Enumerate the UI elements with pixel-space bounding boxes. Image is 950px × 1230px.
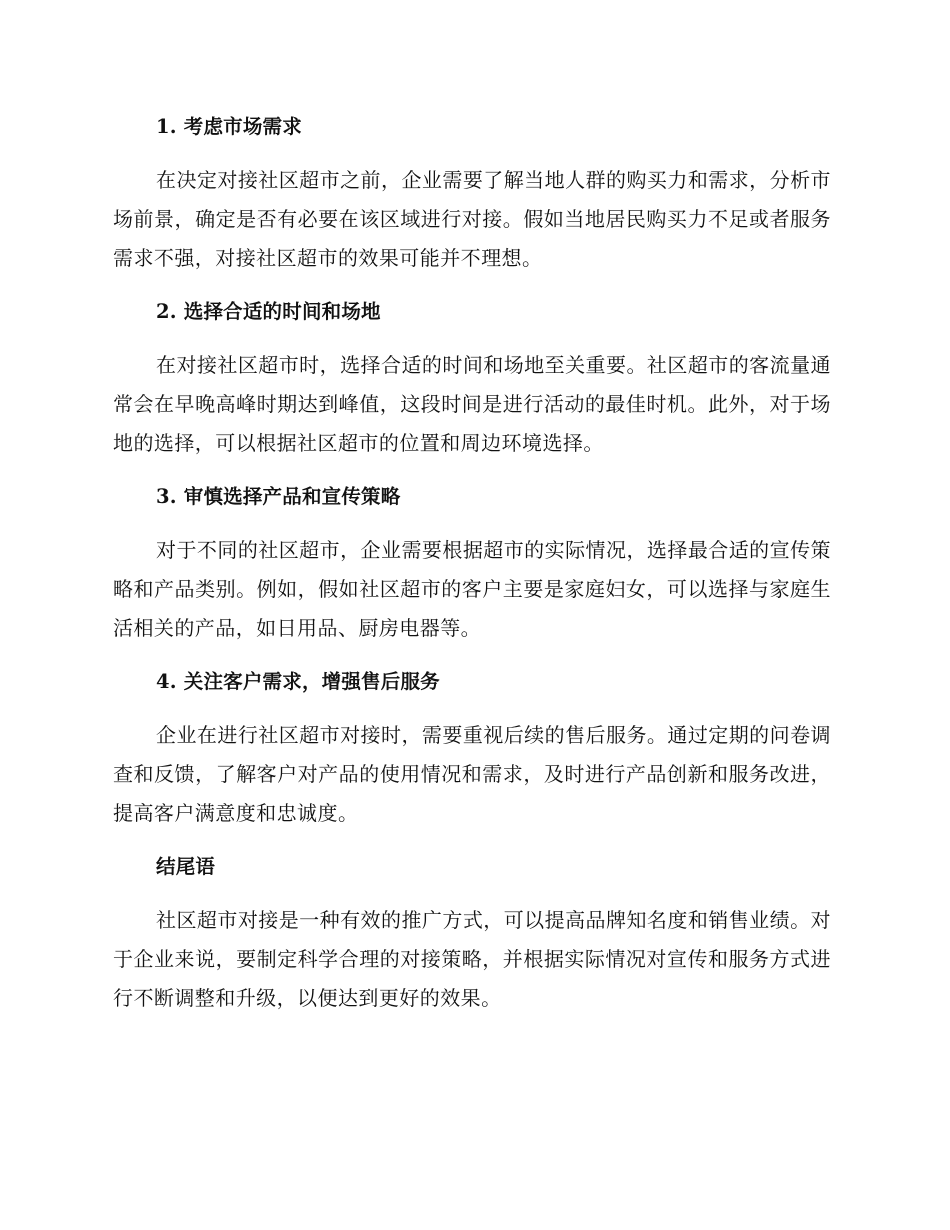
section-heading: 结尾语 <box>156 855 216 878</box>
section-heading: 4. 关注客户需求，增强售后服务 <box>156 670 440 693</box>
document-page <box>113 106 831 1031</box>
section-paragraph: 对于不同的社区超市，企业需要根据超市的实际情况，选择最合适的宣传策略和产品类别。例如，假如社区超市的客户主要是家庭妇女，可以选择与家庭生活相关的产品，如日用品、厨房电器等。 <box>113 538 831 640</box>
section-heading: 2. 选择合适的时间和场地 <box>156 300 381 323</box>
section-paragraph: 社区超市对接是一种有效的推广方式，可以提高品牌知名度和销售业绩。对于企业来说，要制定科学合理的对接策略，并根据实际情况对宣传和服务方式进行不断调整和升级，以便达到更好的效果。 <box>113 908 831 1010</box>
section-heading: 3. 审慎选择产品和宣传策略 <box>156 485 401 508</box>
section-after-sales-service <box>113 661 831 833</box>
section-market-demand <box>113 106 831 278</box>
section-paragraph: 企业在进行社区超市对接时，需要重视后续的售后服务。通过定期的问卷调查和反馈，了解客户对产品的使用情况和需求，及时进行产品创新和服务改进，提高客户满意度和忠诚度。 <box>113 723 831 825</box>
section-paragraph: 在对接社区超市时，选择合适的时间和场地至关重要。社区超市的客流量通常会在早晚高峰时期达到峰值，这段时间是进行活动的最佳时机。此外，对于场地的选择，可以根据社区超市的位置和周边环境选择。 <box>113 353 831 455</box>
section-paragraph: 在决定对接社区超市之前，企业需要了解当地人群的购买力和需求，分析市场前景，确定是否有必要在该区域进行对接。假如当地居民购买力不足或者服务需求不强，对接社区超市的效果可能并不理想。 <box>113 168 831 270</box>
section-conclusion <box>113 846 831 1018</box>
section-time-and-venue <box>113 291 831 463</box>
section-products-and-promotion <box>113 476 831 648</box>
section-heading: 1. 考虑市场需求 <box>156 115 302 138</box>
